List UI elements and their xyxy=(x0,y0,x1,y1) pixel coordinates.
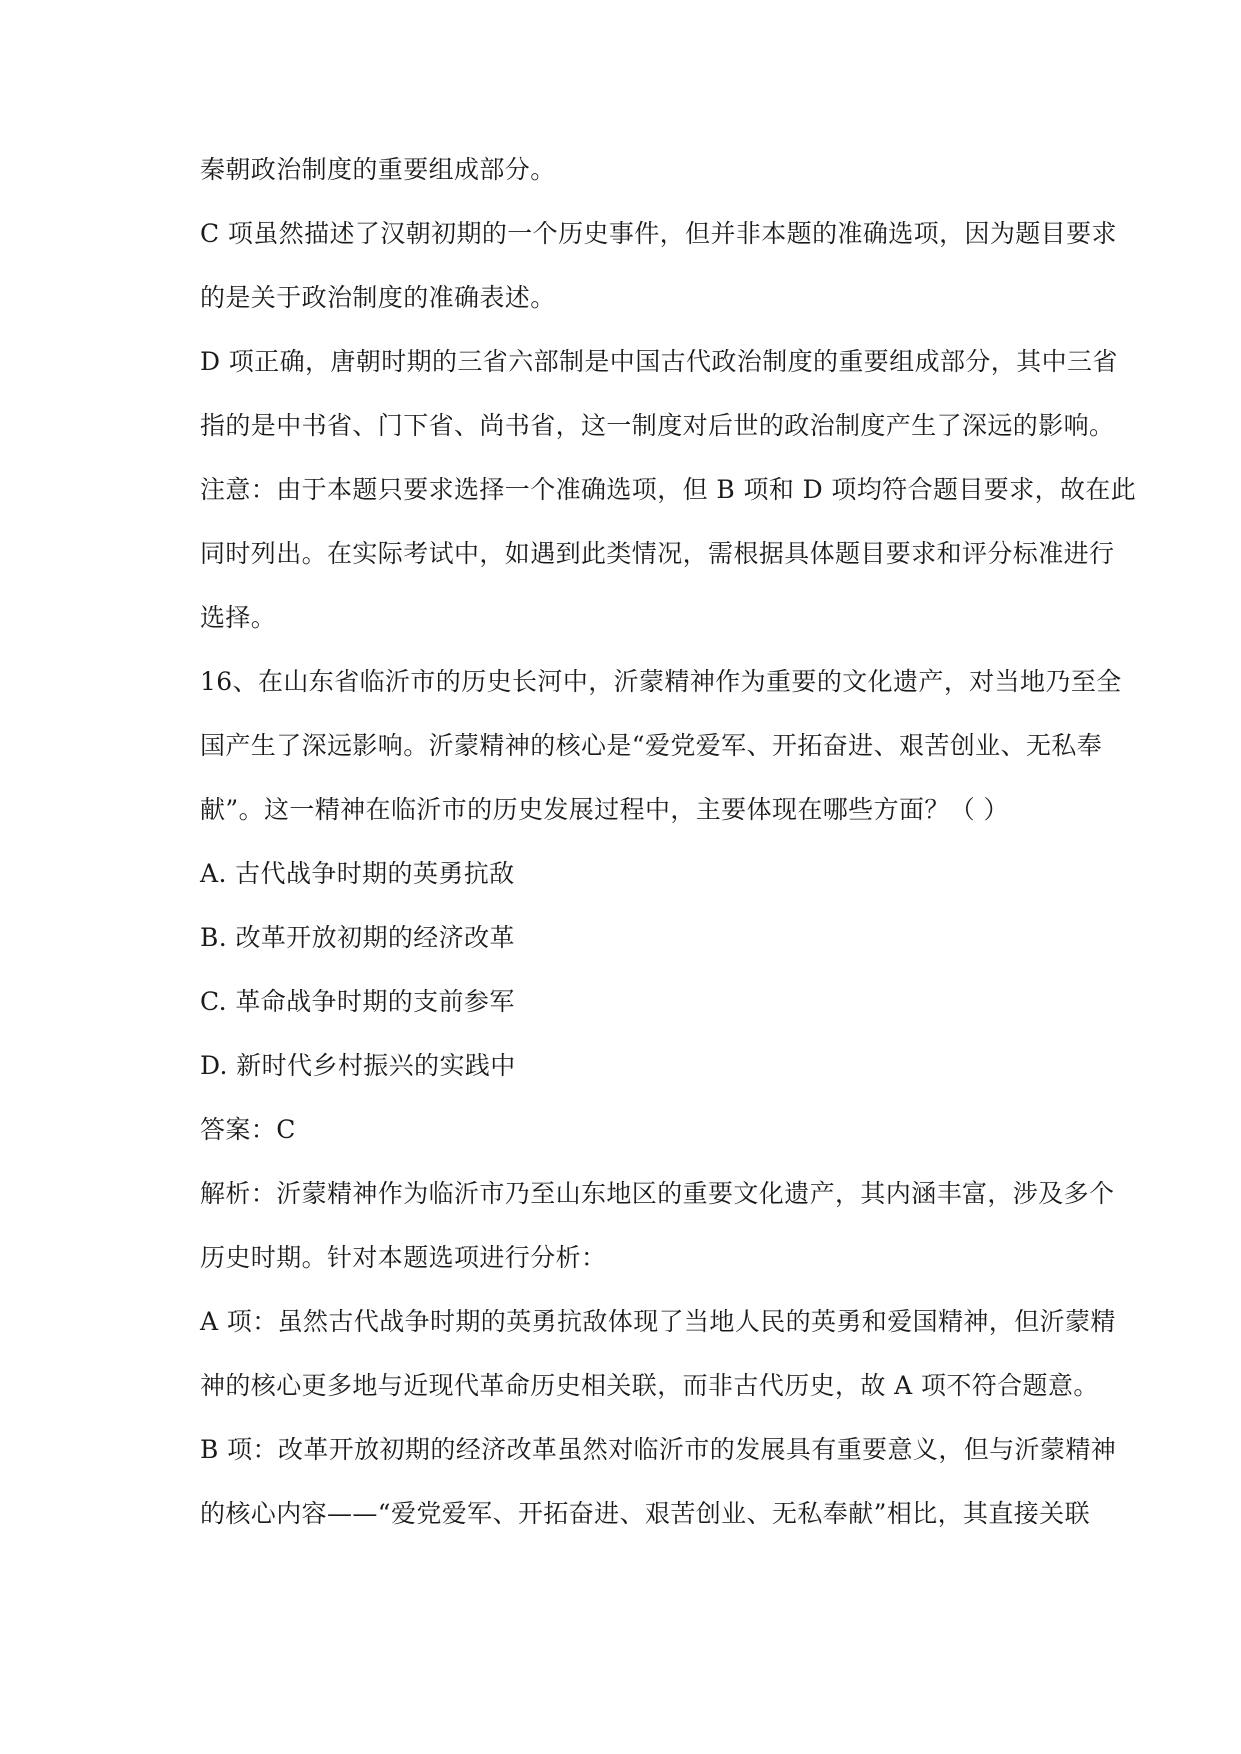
analysis-line: 神的核心更多地与近现代革命历史相关联，而非古代历史，故 A 项不符合题意。 xyxy=(200,1371,1099,1400)
text-line: 同时列出。在实际考试中，如遇到此类情况，需根据具体题目要求和评分标准进行 xyxy=(200,539,1115,568)
document-page xyxy=(200,138,1137,1546)
text-line: 的是关于政治制度的准确表述。 xyxy=(200,283,556,312)
option-a: A. 古代战争时期的英勇抗敌 xyxy=(200,859,515,888)
text-line: 选择。 xyxy=(200,603,277,632)
question-16-text: 16、在山东省临沂市的历史长河中，沂蒙精神作为重要的文化遗产，对当地乃至全 xyxy=(200,667,1122,696)
text-line: 注意：由于本题只要求选择一个准确选项，但 B 项和 D 项均符合题目要求，故在此 xyxy=(200,475,1137,504)
analysis-line: 历史时期。针对本题选项进行分析： xyxy=(200,1243,607,1272)
analysis-line: A 项：虽然古代战争时期的英勇抗敌体现了当地人民的英勇和爱国精神，但沂蒙精 xyxy=(200,1307,1116,1336)
text-line: D 项正确，唐朝时期的三省六部制是中国古代政治制度的重要组成部分，其中三省 xyxy=(200,347,1118,376)
analysis-line: B 项：改革开放初期的经济改革虽然对临沂市的发展具有重要意义，但与沂蒙精神 xyxy=(200,1435,1117,1464)
text-line: 指的是中书省、门下省、尚书省，这一制度对后世的政治制度产生了深远的影响。 xyxy=(200,411,1115,440)
question-16-text: 献”。这一精神在临沂市的历史发展过程中，主要体现在哪些方面？（ ） xyxy=(200,795,1009,824)
option-d: D. 新时代乡村振兴的实践中 xyxy=(200,1051,516,1080)
text-line: C 项虽然描述了汉朝初期的一个历史事件，但并非本题的准确选项，因为题目要求 xyxy=(200,219,1117,248)
question-16-text: 国产生了深远影响。沂蒙精神的核心是“爱党爱军、开拓奋进、艰苦创业、无私奉 xyxy=(200,731,1103,760)
option-c: C. 革命战争时期的支前参军 xyxy=(200,987,515,1016)
analysis-line: 解析：沂蒙精神作为临沂市乃至山东地区的重要文化遗产，其内涵丰富，涉及多个 xyxy=(200,1179,1115,1208)
analysis-line: 的核心内容——“爱党爱军、开拓奋进、艰苦创业、无私奉献”相比，其直接关联 xyxy=(200,1499,1090,1528)
answer-line: 答案：C xyxy=(200,1115,296,1144)
option-b: B. 改革开放初期的经济改革 xyxy=(200,923,515,952)
text-line: 秦朝政治制度的重要组成部分。 xyxy=(200,155,556,184)
